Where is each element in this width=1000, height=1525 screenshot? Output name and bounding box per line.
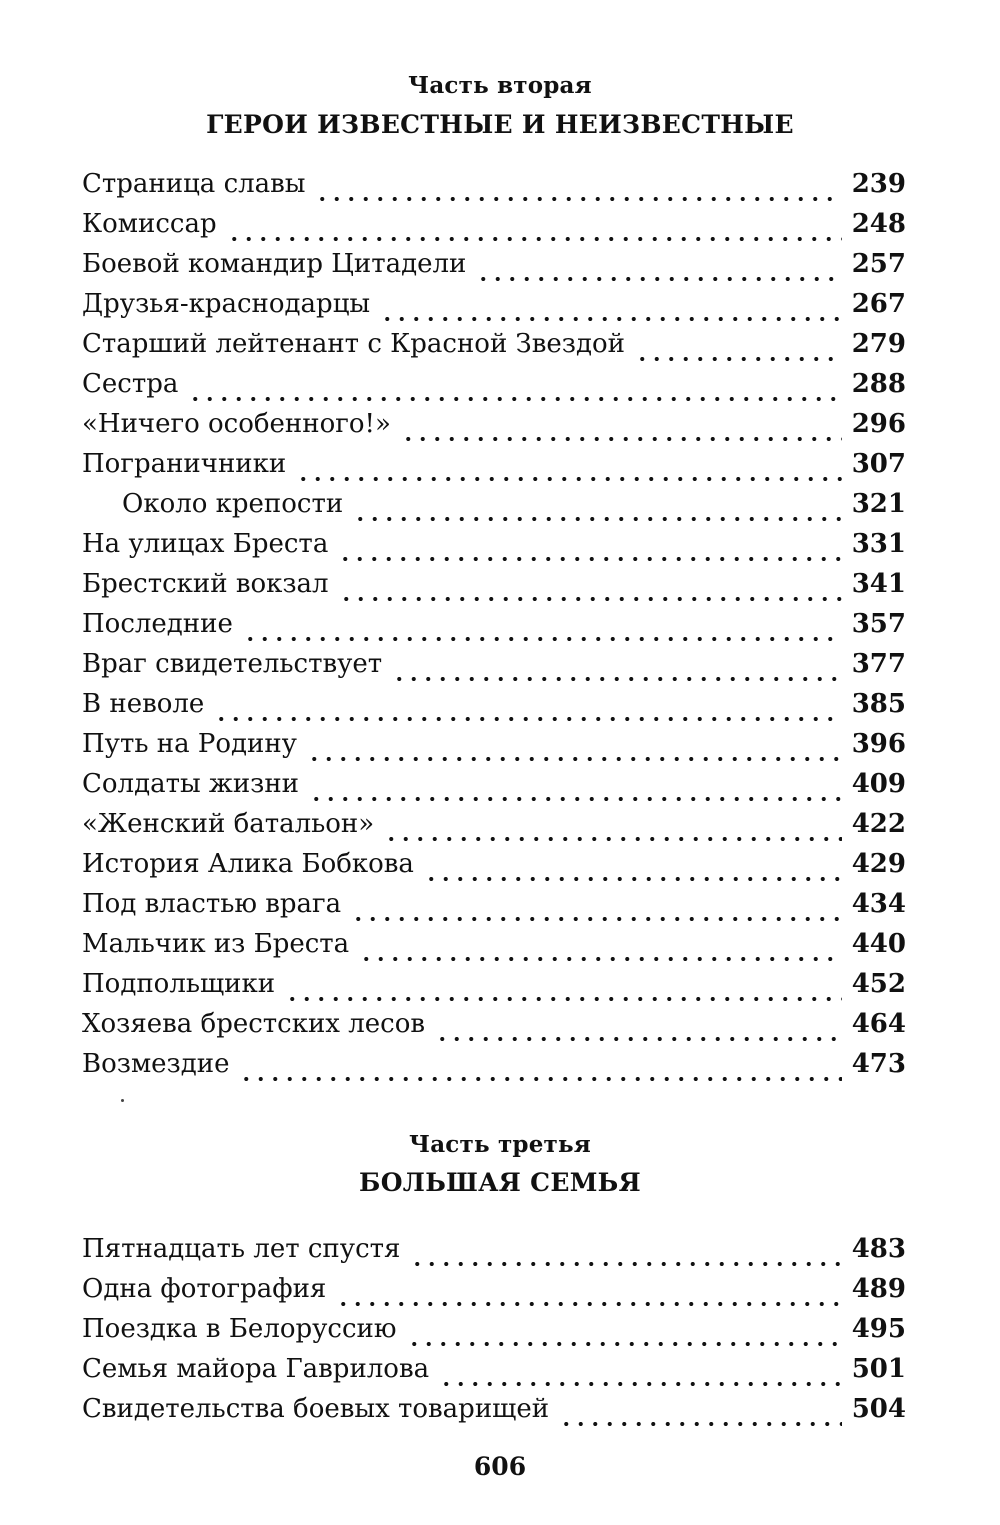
dot-leader bbox=[353, 496, 842, 522]
dot-leader bbox=[296, 456, 842, 482]
toc-entry-page: 473 bbox=[851, 1049, 906, 1079]
dot-leader bbox=[243, 616, 842, 642]
toc-entry-sub[interactable] bbox=[82, 484, 906, 524]
part-two-title: ГЕРОИ ИЗВЕСТНЫЕ И НЕИЗВЕСТНЫЕ bbox=[206, 110, 794, 139]
dot-leader bbox=[476, 256, 841, 282]
toc-entry-title: Пятнадцать лет спустя bbox=[82, 1234, 401, 1264]
toc-entry-title: Подпольщики bbox=[82, 969, 276, 999]
dot-leader bbox=[392, 656, 842, 682]
dot-leader bbox=[214, 696, 841, 722]
toc-entry[interactable] bbox=[82, 244, 906, 284]
toc-entry-page: 489 bbox=[851, 1274, 906, 1304]
toc-entry[interactable] bbox=[82, 1004, 906, 1044]
toc-entry[interactable] bbox=[82, 284, 906, 324]
toc-entry-page: 464 bbox=[851, 1009, 906, 1039]
toc-entry[interactable] bbox=[82, 1044, 906, 1084]
toc-entry-page: 452 bbox=[851, 969, 906, 999]
toc-entry[interactable] bbox=[82, 564, 906, 604]
toc-entry-page: 409 bbox=[851, 769, 906, 799]
toc-entry-title: Одна фотография bbox=[82, 1274, 327, 1304]
dot-leader bbox=[339, 576, 842, 602]
toc-entry-title: Комиссар bbox=[82, 209, 217, 239]
dot-leader bbox=[239, 1056, 841, 1082]
toc-entry[interactable] bbox=[82, 804, 906, 844]
dot-leader bbox=[307, 736, 842, 762]
part-three-title: БОЛЬШАЯ СЕМЬЯ bbox=[359, 1168, 641, 1197]
dot-leader bbox=[359, 936, 842, 962]
toc-entry[interactable] bbox=[82, 684, 906, 724]
toc-entry-title: Сестра bbox=[82, 369, 179, 399]
toc-entry-page: 307 bbox=[851, 449, 906, 479]
dot-leader bbox=[380, 296, 842, 322]
toc-entry[interactable] bbox=[82, 964, 906, 1004]
dot-leader bbox=[407, 1321, 842, 1347]
toc-entry[interactable] bbox=[82, 204, 906, 244]
toc-entry[interactable] bbox=[82, 884, 906, 924]
dot-leader bbox=[559, 1401, 842, 1427]
toc-entry-title: Страница славы bbox=[82, 169, 306, 199]
toc-entry-page: 495 bbox=[851, 1314, 906, 1344]
toc-entry-page: 296 bbox=[851, 409, 906, 439]
dot-leader bbox=[424, 856, 842, 882]
toc-entry[interactable] bbox=[82, 764, 906, 804]
toc-entry-title: На улицах Бреста bbox=[82, 529, 329, 559]
toc-entry[interactable] bbox=[82, 364, 906, 404]
toc-entry-page: 501 bbox=[851, 1354, 906, 1384]
part-two-toc bbox=[82, 164, 906, 1084]
toc-entry-page: 288 bbox=[851, 369, 906, 399]
print-speck bbox=[121, 1099, 124, 1102]
toc-entry[interactable] bbox=[82, 1269, 906, 1309]
toc-entry[interactable] bbox=[82, 924, 906, 964]
page-number: 606 bbox=[473, 1452, 527, 1481]
toc-entry-title: Солдаты жизни bbox=[82, 769, 300, 799]
toc-entry-title: Мальчик из Бреста bbox=[82, 929, 350, 959]
dot-leader bbox=[227, 216, 842, 242]
toc-entry-title: «Женский батальон» bbox=[82, 809, 375, 839]
toc-entry-page: 377 bbox=[851, 649, 906, 679]
dot-leader bbox=[410, 1241, 841, 1267]
toc-entry-title: В неволе bbox=[82, 689, 205, 719]
toc-entry-page: 357 bbox=[851, 609, 906, 639]
toc-entry-title: Пограничники bbox=[82, 449, 287, 479]
toc-entry-title: Около крепости bbox=[122, 489, 344, 519]
dot-leader bbox=[401, 416, 842, 442]
part-three-toc bbox=[82, 1229, 906, 1429]
toc-entry-page: 483 bbox=[851, 1234, 906, 1264]
toc-entry[interactable] bbox=[82, 164, 906, 204]
toc-entry-page: 257 bbox=[851, 249, 906, 279]
toc-entry-title: Поездка в Белоруссию bbox=[82, 1314, 397, 1344]
toc-entry[interactable] bbox=[82, 604, 906, 644]
toc-entry-title: Путь на Родину bbox=[82, 729, 297, 759]
dot-leader bbox=[336, 1281, 841, 1307]
toc-entry-title: Хозяева брестских лесов bbox=[82, 1009, 425, 1039]
toc-entry[interactable] bbox=[82, 524, 906, 564]
toc-entry[interactable] bbox=[82, 1349, 906, 1389]
toc-entry-title: Друзья-краснодарцы bbox=[82, 289, 371, 319]
toc-entry-page: 440 bbox=[851, 929, 906, 959]
toc-entry-page: 279 bbox=[851, 329, 906, 359]
dot-leader bbox=[285, 976, 842, 1002]
dot-leader bbox=[351, 896, 842, 922]
toc-entry-page: 504 bbox=[851, 1394, 906, 1424]
toc-entry-title: Семья майора Гаврилова bbox=[82, 1354, 430, 1384]
toc-entry-page: 385 bbox=[851, 689, 906, 719]
toc-entry-title: Старший лейтенант с Красной Звездой bbox=[82, 329, 625, 359]
toc-entry-title: Свидетельства боевых товарищей bbox=[82, 1394, 550, 1424]
dot-leader bbox=[635, 336, 842, 362]
toc-entry[interactable] bbox=[82, 1229, 906, 1269]
dot-leader bbox=[188, 376, 841, 402]
toc-entry-title: Под властью врага bbox=[82, 889, 342, 919]
toc-entry-page: 429 bbox=[851, 849, 906, 879]
toc-entry[interactable] bbox=[82, 724, 906, 764]
dot-leader bbox=[384, 816, 842, 842]
toc-entry-page: 422 bbox=[851, 809, 906, 839]
dot-leader bbox=[315, 176, 841, 202]
toc-entry-page: 341 bbox=[851, 569, 906, 599]
toc-entry[interactable] bbox=[82, 644, 906, 684]
toc-entry-page: 434 bbox=[851, 889, 906, 919]
toc-entry-page: 396 bbox=[851, 729, 906, 759]
toc-entry-title: Боевой командир Цитадели bbox=[82, 249, 467, 279]
toc-entry-page: 239 bbox=[851, 169, 906, 199]
toc-entry[interactable] bbox=[82, 1309, 906, 1349]
toc-entry-title: Брестский вокзал bbox=[82, 569, 329, 599]
toc-entry-title: Возмездие bbox=[82, 1049, 230, 1079]
toc-entry-page: 248 bbox=[851, 209, 906, 239]
part-two-label: Часть вторая bbox=[408, 72, 592, 99]
toc-entry[interactable] bbox=[82, 324, 906, 364]
toc-entry[interactable] bbox=[82, 404, 906, 444]
toc-entry[interactable] bbox=[82, 844, 906, 884]
dot-leader bbox=[309, 776, 842, 802]
toc-entry-page: 331 bbox=[851, 529, 906, 559]
toc-entry[interactable] bbox=[82, 1389, 906, 1429]
toc-entry-page: 267 bbox=[851, 289, 906, 319]
toc-entry-title: История Алика Бобкова bbox=[82, 849, 414, 879]
dot-leader bbox=[439, 1361, 842, 1387]
toc-entry-page: 321 bbox=[851, 489, 906, 519]
toc-entry-title: Последние bbox=[82, 609, 233, 639]
dot-leader bbox=[338, 536, 841, 562]
toc-entry-title: «Ничего особенного!» bbox=[82, 409, 391, 439]
toc-entry-title: Враг свидетельствует bbox=[82, 649, 383, 679]
toc-entry[interactable] bbox=[82, 444, 906, 484]
dot-leader bbox=[435, 1016, 842, 1042]
part-three-label: Часть третья bbox=[409, 1131, 591, 1158]
